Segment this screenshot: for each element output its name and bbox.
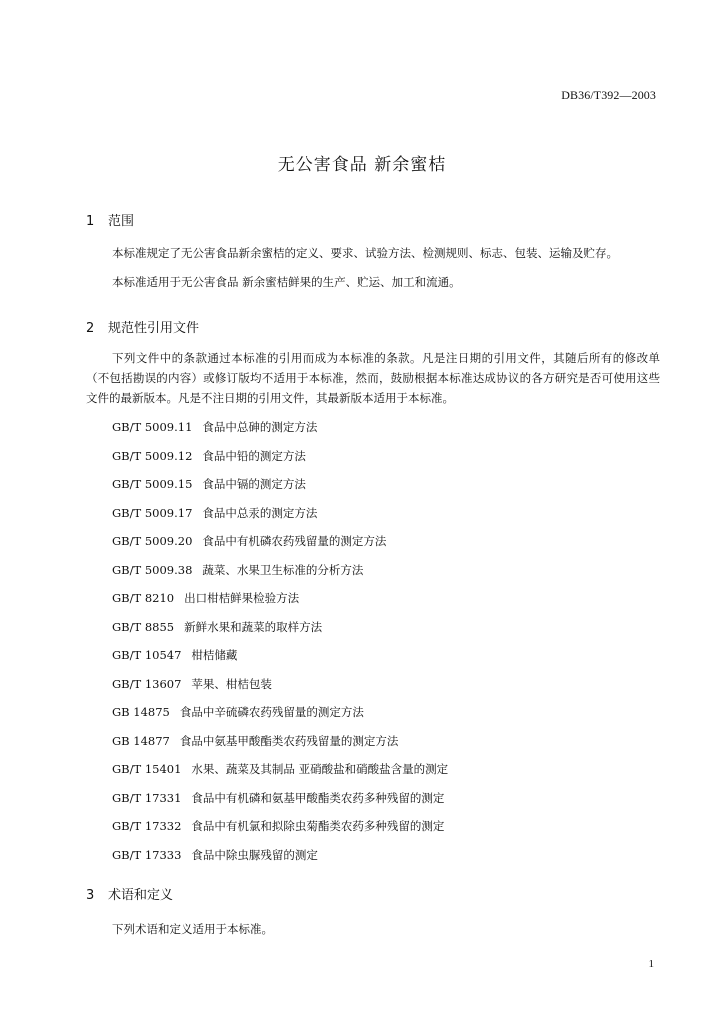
section-number: 2 [86,321,95,336]
document-title: 无公害食品 新余蜜桔 [277,155,447,175]
reference-item [112,448,448,477]
reference-item [112,647,448,676]
reference-item [112,476,448,505]
reference-title: 蔬菜、水果卫生标准的分析方法 [202,562,364,577]
reference-item [112,619,448,648]
reference-title: 新鲜水果和蔬菜的取样方法 [184,619,323,634]
reference-item [112,562,448,591]
reference-item [112,419,448,448]
reference-title: 食品中镉的测定方法 [202,477,306,491]
reference-title: 食品中总砷的测定方法 [202,420,318,434]
reference-title: 出口柑桔鲜果检验方法 [184,591,300,605]
reference-item [112,733,448,762]
reference-code: GB/T 5009.17 [112,505,193,520]
section-number: 3 [86,888,95,903]
reference-item [112,761,448,790]
section-title: 范围 [108,214,135,229]
reference-code: GB/T 10547 [112,648,182,662]
reference-code: GB 14875 [112,705,170,719]
reference-code: GB/T 5009.20 [112,534,193,548]
reference-title: 水果、蔬菜及其制品 亚硝酸盐和硝酸盐含量的测定 [191,762,449,776]
section-title: 规范性引用文件 [108,321,200,336]
section-2-heading [86,317,199,336]
section-1-heading [86,210,134,229]
reference-title: 食品中除虫脲残留的测定 [191,847,318,862]
reference-item [112,704,448,733]
reference-title: 食品中辛硫磷农药残留量的测定方法 [179,705,364,719]
section-3-heading [86,884,173,903]
reference-title: 苹果、柑桔包装 [191,676,272,691]
reference-code: GB/T 5009.15 [112,477,193,491]
reference-code: GB/T 5009.12 [112,448,193,463]
section-number: 1 [86,214,95,229]
reference-code: GB/T 13607 [112,676,182,691]
reference-title: 食品中铅的测定方法 [202,448,306,463]
standard-code: DB36/T392—2003 [561,88,656,102]
reference-title: 食品中有机磷和氨基甲酸酯类农药多种残留的测定 [191,790,445,805]
reference-code: GB/T 17333 [112,847,182,862]
reference-title: 食品中有机氯和拟除虫菊酯类农药多种残留的测定 [191,819,445,833]
reference-item [112,818,448,847]
reference-title: 柑桔储藏 [191,648,238,662]
reference-item [112,505,448,534]
reference-item [112,676,448,705]
terms-paragraph: 下列术语和定义适用于本标准。 [112,922,273,936]
scope-paragraph-1: 本标准规定了无公害食品新余蜜桔的定义、要求、试验方法、检测规则、标志、包装、运输及贮存。 [112,246,618,260]
reference-item [112,590,448,619]
reference-code: GB 14877 [112,733,170,748]
reference-item [112,847,448,876]
reference-code: GB/T 8855 [112,619,175,634]
reference-title: 食品中总汞的测定方法 [202,505,318,520]
scope-paragraph-2: 本标准适用于无公害食品 新余蜜桔鲜果的生产、贮运、加工和流通。 [112,275,461,289]
reference-code: GB/T 17331 [112,790,182,805]
page-number: 1 [648,958,654,970]
section-title: 术语和定义 [108,888,174,903]
reference-code: GB/T 15401 [112,762,182,776]
reference-title: 食品中有机磷农药残留量的测定方法 [202,534,387,548]
reference-item [112,533,448,562]
reference-code: GB/T 5009.38 [112,562,193,577]
reference-code: GB/T 17332 [112,819,182,833]
reference-code: GB/T 5009.11 [112,420,193,434]
normative-references-intro: 下列文件中的条款通过本标准的引用而成为本标准的条款。凡是注日期的引用文件，其随后所有的修改单（不包括勘误的内容）或修订版均不适用于本标准，然而，鼓励根据本标准达成协议的各方研究是否可使用这些文件的最新版本。凡是不注日期的引用文件，其最新版本适用于本标准。 [86,351,660,405]
reference-item [112,790,448,819]
reference-title: 食品中氨基甲酸酯类农药残留量的测定方法 [179,733,399,748]
reference-list [112,419,448,875]
reference-code: GB/T 8210 [112,591,175,605]
